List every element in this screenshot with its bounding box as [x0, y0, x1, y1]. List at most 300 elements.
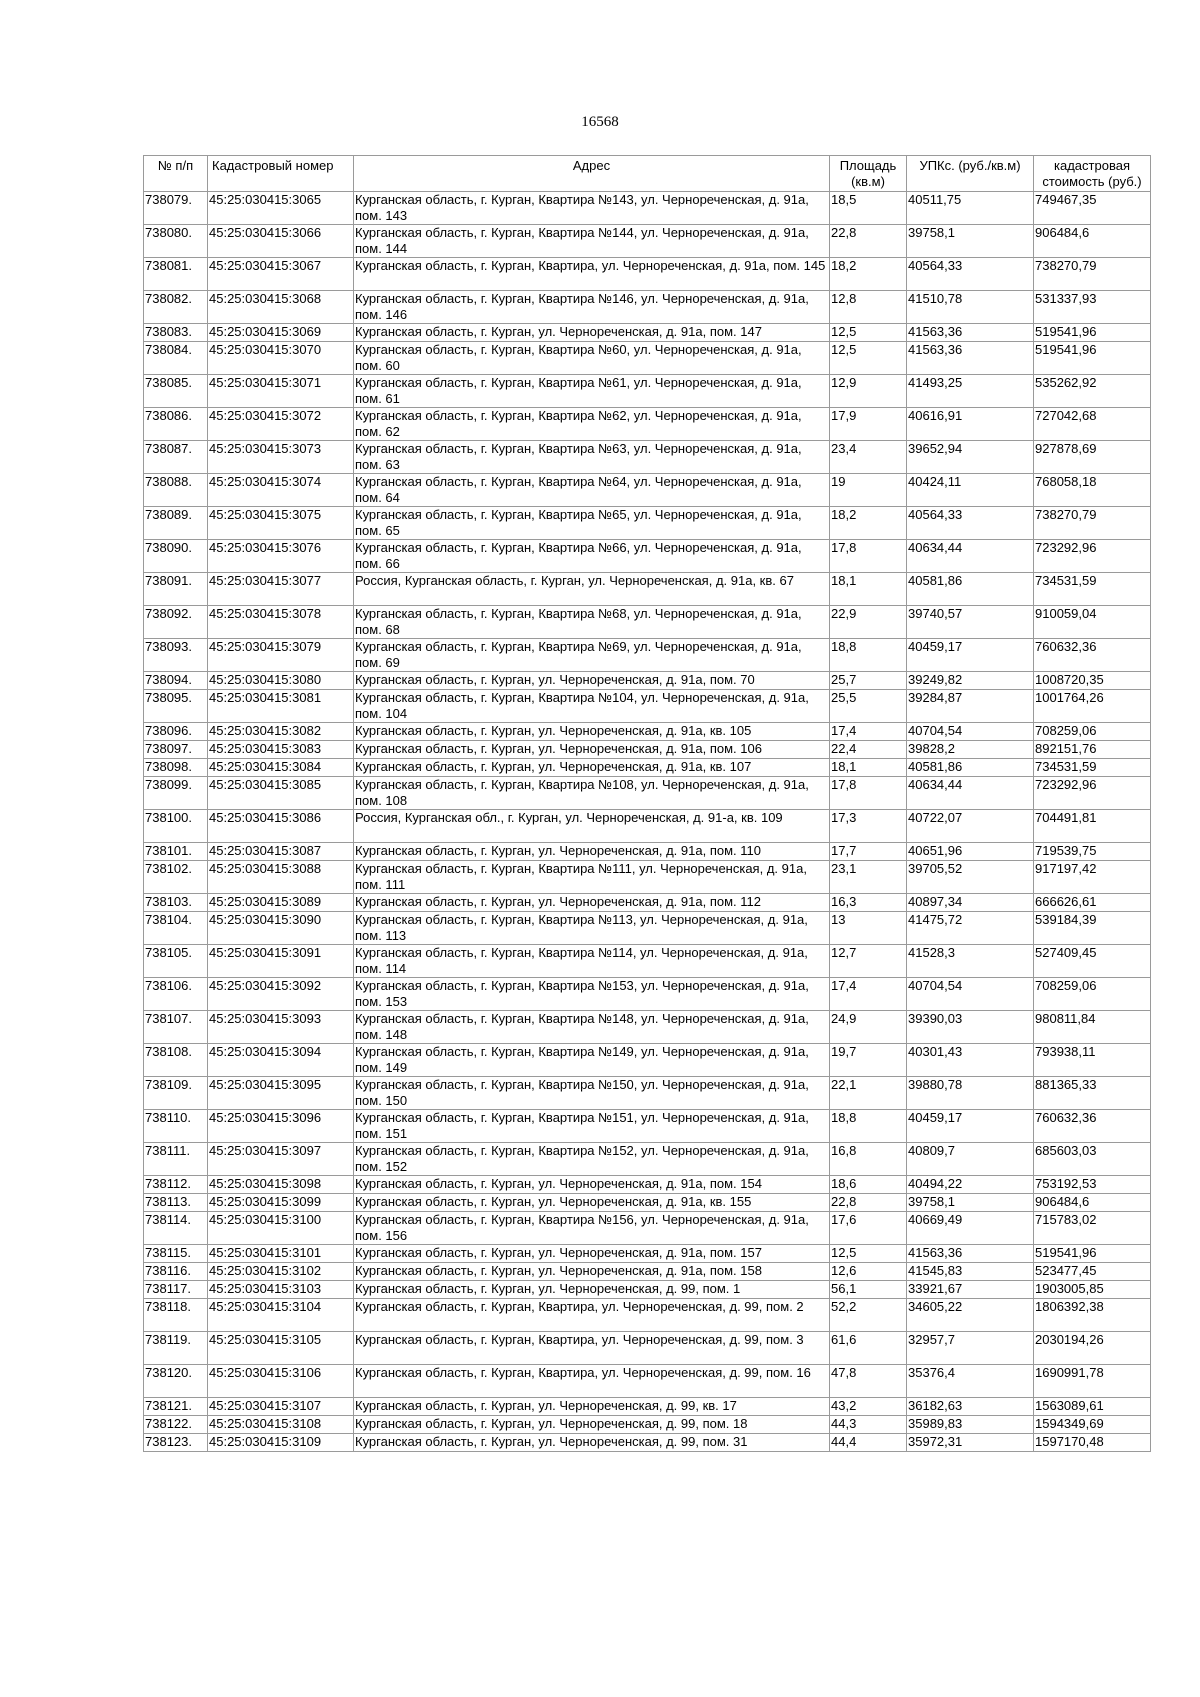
row-number-cell: 738113. — [144, 1194, 208, 1212]
cadastral-number-cell: 45:25:030415:3088 — [208, 861, 354, 894]
address-cell: Курганская область, г. Курган, Квартира №68, ул. Черноречeнская, д. 91а, пом. 68 — [354, 606, 830, 639]
cadastral-number-cell: 45:25:030415:3103 — [208, 1281, 354, 1299]
row-number-cell: 738080. — [144, 225, 208, 258]
upks-cell: 40511,75 — [907, 192, 1034, 225]
cadastral-number-cell: 45:25:030415:3107 — [208, 1398, 354, 1416]
upks-cell: 40722,07 — [907, 810, 1034, 843]
row-number-cell: 738079. — [144, 192, 208, 225]
upks-cell: 40301,43 — [907, 1044, 1034, 1077]
area-cell: 23,1 — [830, 861, 907, 894]
cadastral-number-cell: 45:25:030415:3065 — [208, 192, 354, 225]
header-num: № п/п — [144, 156, 208, 192]
row-number-cell: 738118. — [144, 1299, 208, 1332]
upks-cell: 40581,86 — [907, 573, 1034, 606]
row-number-cell: 738119. — [144, 1332, 208, 1365]
cadastral-value-cell: 1806392,38 — [1034, 1299, 1151, 1332]
upks-cell: 40459,17 — [907, 1110, 1034, 1143]
area-cell: 43,2 — [830, 1398, 907, 1416]
table-row — [144, 1263, 1151, 1281]
address-cell: Курганская область, г. Курган, ул. Черноречeнская, д. 91а, кв. 105 — [354, 723, 830, 741]
row-number-cell: 738083. — [144, 324, 208, 342]
table-row — [144, 1110, 1151, 1143]
address-cell: Курганская область, г. Курган, ул. Черноречeнская, д. 91а, пом. 106 — [354, 741, 830, 759]
cadastral-value-cell: 753192,53 — [1034, 1176, 1151, 1194]
cadastral-value-cell: 2030194,26 — [1034, 1332, 1151, 1365]
area-cell: 17,7 — [830, 843, 907, 861]
upks-cell: 39390,03 — [907, 1011, 1034, 1044]
address-cell: Курганская область, г. Курган, ул. Черноречeнская, д. 91а, пом. 70 — [354, 672, 830, 690]
area-cell: 22,1 — [830, 1077, 907, 1110]
area-cell: 18,2 — [830, 258, 907, 291]
row-number-cell: 738111. — [144, 1143, 208, 1176]
area-cell: 61,6 — [830, 1332, 907, 1365]
cadastral-number-cell: 45:25:030415:3099 — [208, 1194, 354, 1212]
address-cell: Курганская область, г. Курган, Квартира №60, ул. Черноречeнская, д. 91а, пом. 60 — [354, 342, 830, 375]
address-cell: Курганская область, г. Курган, Квартира №63, ул. Черноречeнская, д. 91а, пом. 63 — [354, 441, 830, 474]
table-row — [144, 672, 1151, 690]
area-cell: 44,4 — [830, 1434, 907, 1452]
table-row — [144, 1176, 1151, 1194]
area-cell: 12,5 — [830, 324, 907, 342]
table-row — [144, 1398, 1151, 1416]
table-row — [144, 441, 1151, 474]
cadastral-value-cell: 906484,6 — [1034, 1194, 1151, 1212]
cadastral-value-cell: 527409,45 — [1034, 945, 1151, 978]
cadastral-number-cell: 45:25:030415:3084 — [208, 759, 354, 777]
upks-cell: 40459,17 — [907, 639, 1034, 672]
cadastral-value-cell: 519541,96 — [1034, 324, 1151, 342]
upks-cell: 41510,78 — [907, 291, 1034, 324]
cadastral-number-cell: 45:25:030415:3075 — [208, 507, 354, 540]
area-cell: 16,3 — [830, 894, 907, 912]
upks-cell: 39828,2 — [907, 741, 1034, 759]
cadastral-number-cell: 45:25:030415:3068 — [208, 291, 354, 324]
cadastral-value-cell: 1563089,61 — [1034, 1398, 1151, 1416]
upks-cell: 40564,33 — [907, 507, 1034, 540]
upks-cell: 33921,67 — [907, 1281, 1034, 1299]
cadastral-number-cell: 45:25:030415:3070 — [208, 342, 354, 375]
cadastral-value-cell: 531337,93 — [1034, 291, 1151, 324]
address-cell: Курганская область, г. Курган, ул. Черноречeнская, д. 91а, пом. 154 — [354, 1176, 830, 1194]
table-row — [144, 810, 1151, 843]
table-row — [144, 894, 1151, 912]
upks-cell: 41563,36 — [907, 342, 1034, 375]
cadastral-value-cell: 760632,36 — [1034, 639, 1151, 672]
cadastral-value-cell: 727042,68 — [1034, 408, 1151, 441]
table-row — [144, 690, 1151, 723]
table-row — [144, 1044, 1151, 1077]
upks-cell: 40581,86 — [907, 759, 1034, 777]
cadastral-value-cell: 738270,79 — [1034, 258, 1151, 291]
table-row — [144, 258, 1151, 291]
cadastral-value-cell: 719539,75 — [1034, 843, 1151, 861]
area-cell: 47,8 — [830, 1365, 907, 1398]
cadastral-number-cell: 45:25:030415:3104 — [208, 1299, 354, 1332]
cadastral-number-cell: 45:25:030415:3077 — [208, 573, 354, 606]
cadastral-number-cell: 45:25:030415:3092 — [208, 978, 354, 1011]
cadastral-value-cell: 906484,6 — [1034, 225, 1151, 258]
cadastral-value-cell: 1594349,69 — [1034, 1416, 1151, 1434]
address-cell: Курганская область, г. Курган, Квартира №149, ул. Черноречeнская, д. 91а, пом. 149 — [354, 1044, 830, 1077]
table-row — [144, 1365, 1151, 1398]
address-cell: Курганская область, г. Курган, ул. Черноречeнская, д. 99, пом. 31 — [354, 1434, 830, 1452]
area-cell: 17,4 — [830, 723, 907, 741]
address-cell: Курганская область, г. Курган, Квартира №150, ул. Черноречeнская, д. 91а, пом. 150 — [354, 1077, 830, 1110]
upks-cell: 39758,1 — [907, 225, 1034, 258]
row-number-cell: 738100. — [144, 810, 208, 843]
area-cell: 17,6 — [830, 1212, 907, 1245]
cadastral-value-table — [143, 155, 1151, 1452]
cadastral-number-cell: 45:25:030415:3076 — [208, 540, 354, 573]
table-row — [144, 606, 1151, 639]
cadastral-number-cell: 45:25:030415:3097 — [208, 1143, 354, 1176]
area-cell: 56,1 — [830, 1281, 907, 1299]
header-cadastral-number: Кадастровый номер — [208, 156, 354, 192]
upks-cell: 36182,63 — [907, 1398, 1034, 1416]
upks-cell: 40809,7 — [907, 1143, 1034, 1176]
address-cell: Курганская область, г. Курган, Квартира №111, ул. Черноречeнская, д. 91а, пом. 111 — [354, 861, 830, 894]
table-row — [144, 978, 1151, 1011]
cadastral-value-cell: 1903005,85 — [1034, 1281, 1151, 1299]
row-number-cell: 738096. — [144, 723, 208, 741]
upks-cell: 34605,22 — [907, 1299, 1034, 1332]
upks-cell: 41545,83 — [907, 1263, 1034, 1281]
row-number-cell: 738105. — [144, 945, 208, 978]
row-number-cell: 738120. — [144, 1365, 208, 1398]
cadastral-value-cell: 749467,35 — [1034, 192, 1151, 225]
table-row — [144, 540, 1151, 573]
row-number-cell: 738097. — [144, 741, 208, 759]
cadastral-value-cell: 738270,79 — [1034, 507, 1151, 540]
table-row — [144, 723, 1151, 741]
cadastral-number-cell: 45:25:030415:3072 — [208, 408, 354, 441]
header-area: Площадь (кв.м) — [830, 156, 907, 192]
area-cell: 44,3 — [830, 1416, 907, 1434]
row-number-cell: 738093. — [144, 639, 208, 672]
header-cadastral-value: кадастровая стоимость (руб.) — [1034, 156, 1151, 192]
address-cell: Курганская область, г. Курган, Квартира, ул. Черноречeнская, д. 99, пом. 3 — [354, 1332, 830, 1365]
upks-cell: 40651,96 — [907, 843, 1034, 861]
row-number-cell: 738117. — [144, 1281, 208, 1299]
area-cell: 17,8 — [830, 540, 907, 573]
address-cell: Россия, Курганская область, г. Курган, ул. Черноречeнская, д. 91а, кв. 67 — [354, 573, 830, 606]
cadastral-number-cell: 45:25:030415:3069 — [208, 324, 354, 342]
cadastral-number-cell: 45:25:030415:3105 — [208, 1332, 354, 1365]
table-row — [144, 777, 1151, 810]
upks-cell: 39249,82 — [907, 672, 1034, 690]
area-cell: 16,8 — [830, 1143, 907, 1176]
cadastral-value-cell: 1690991,78 — [1034, 1365, 1151, 1398]
table-row — [144, 324, 1151, 342]
area-cell: 12,6 — [830, 1263, 907, 1281]
table-row — [144, 843, 1151, 861]
area-cell: 13 — [830, 912, 907, 945]
area-cell: 18,2 — [830, 507, 907, 540]
cadastral-number-cell: 45:25:030415:3096 — [208, 1110, 354, 1143]
upks-cell: 41563,36 — [907, 1245, 1034, 1263]
table-row — [144, 1011, 1151, 1044]
table-row — [144, 759, 1151, 777]
address-cell: Курганская область, г. Курган, Квартира №153, ул. Черноречeнская, д. 91а, пом. 153 — [354, 978, 830, 1011]
row-number-cell: 738088. — [144, 474, 208, 507]
cadastral-number-cell: 45:25:030415:3079 — [208, 639, 354, 672]
upks-cell: 41475,72 — [907, 912, 1034, 945]
cadastral-number-cell: 45:25:030415:3086 — [208, 810, 354, 843]
cadastral-number-cell: 45:25:030415:3095 — [208, 1077, 354, 1110]
upks-cell: 40669,49 — [907, 1212, 1034, 1245]
cadastral-value-cell: 519541,96 — [1034, 342, 1151, 375]
address-cell: Курганская область, г. Курган, ул. Черноречeнская, д. 91а, кв. 107 — [354, 759, 830, 777]
cadastral-number-cell: 45:25:030415:3078 — [208, 606, 354, 639]
table-row — [144, 291, 1151, 324]
table-row — [144, 1299, 1151, 1332]
cadastral-value-cell: 734531,59 — [1034, 759, 1151, 777]
upks-cell: 39652,94 — [907, 441, 1034, 474]
row-number-cell: 738121. — [144, 1398, 208, 1416]
area-cell: 17,9 — [830, 408, 907, 441]
table-row — [144, 1212, 1151, 1245]
address-cell: Курганская область, г. Курган, Квартира №61, ул. Черноречeнская, д. 91а, пом. 61 — [354, 375, 830, 408]
area-cell: 22,4 — [830, 741, 907, 759]
cadastral-value-cell: 927878,69 — [1034, 441, 1151, 474]
cadastral-number-cell: 45:25:030415:3106 — [208, 1365, 354, 1398]
address-cell: Курганская область, г. Курган, Квартира, ул. Черноречeнская, д. 99, пом. 2 — [354, 1299, 830, 1332]
cadastral-number-cell: 45:25:030415:3089 — [208, 894, 354, 912]
table-row — [144, 408, 1151, 441]
cadastral-value-cell: 523477,45 — [1034, 1263, 1151, 1281]
upks-cell: 32957,7 — [907, 1332, 1034, 1365]
area-cell: 25,7 — [830, 672, 907, 690]
row-number-cell: 738084. — [144, 342, 208, 375]
row-number-cell: 738092. — [144, 606, 208, 639]
upks-cell: 40704,54 — [907, 978, 1034, 1011]
cadastral-number-cell: 45:25:030415:3100 — [208, 1212, 354, 1245]
cadastral-number-cell: 45:25:030415:3083 — [208, 741, 354, 759]
address-cell: Курганская область, г. Курган, ул. Черноречeнская, д. 99, пом. 1 — [354, 1281, 830, 1299]
area-cell: 18,5 — [830, 192, 907, 225]
upks-cell: 39705,52 — [907, 861, 1034, 894]
row-number-cell: 738108. — [144, 1044, 208, 1077]
row-number-cell: 738099. — [144, 777, 208, 810]
address-cell: Курганская область, г. Курган, Квартира, ул. Черноречeнская, д. 99, пом. 16 — [354, 1365, 830, 1398]
upks-cell: 35376,4 — [907, 1365, 1034, 1398]
row-number-cell: 738123. — [144, 1434, 208, 1452]
area-cell: 18,8 — [830, 639, 907, 672]
cadastral-value-cell: 539184,39 — [1034, 912, 1151, 945]
upks-cell: 40634,44 — [907, 540, 1034, 573]
cadastral-number-cell: 45:25:030415:3093 — [208, 1011, 354, 1044]
address-cell: Курганская область, г. Курган, ул. Черноречeнская, д. 91а, кв. 155 — [354, 1194, 830, 1212]
table-row — [144, 1194, 1151, 1212]
address-cell: Курганская область, г. Курган, Квартира №64, ул. Черноречeнская, д. 91а, пом. 64 — [354, 474, 830, 507]
table-row — [144, 342, 1151, 375]
cadastral-number-cell: 45:25:030415:3090 — [208, 912, 354, 945]
address-cell: Курганская область, г. Курган, Квартира №146, ул. Черноречeнская, д. 91а, пом. 146 — [354, 291, 830, 324]
table-row — [144, 639, 1151, 672]
upks-cell: 35989,83 — [907, 1416, 1034, 1434]
cadastral-value-cell: 1008720,35 — [1034, 672, 1151, 690]
address-cell: Курганская область, г. Курган, Квартира №144, ул. Черноречeнская, д. 91а, пом. 144 — [354, 225, 830, 258]
address-cell: Курганская область, г. Курган, Квартира, ул. Черноречeнская, д. 91а, пом. 145 — [354, 258, 830, 291]
area-cell: 22,9 — [830, 606, 907, 639]
cadastral-value-cell: 715783,02 — [1034, 1212, 1151, 1245]
table-row — [144, 375, 1151, 408]
cadastral-number-cell: 45:25:030415:3101 — [208, 1245, 354, 1263]
upks-cell: 39880,78 — [907, 1077, 1034, 1110]
cadastral-value-cell: 892151,76 — [1034, 741, 1151, 759]
table-row — [144, 1281, 1151, 1299]
address-cell: Курганская область, г. Курган, Квартира №143, ул. Черноречeнская, д. 91а, пом. 143 — [354, 192, 830, 225]
cadastral-value-cell: 881365,33 — [1034, 1077, 1151, 1110]
cadastral-value-cell: 760632,36 — [1034, 1110, 1151, 1143]
upks-cell: 40616,91 — [907, 408, 1034, 441]
cadastral-number-cell: 45:25:030415:3109 — [208, 1434, 354, 1452]
table-row — [144, 912, 1151, 945]
cadastral-number-cell: 45:25:030415:3087 — [208, 843, 354, 861]
area-cell: 17,8 — [830, 777, 907, 810]
table-row — [144, 741, 1151, 759]
table-row — [144, 1143, 1151, 1176]
cadastral-number-cell: 45:25:030415:3094 — [208, 1044, 354, 1077]
area-cell: 18,8 — [830, 1110, 907, 1143]
cadastral-number-cell: 45:25:030415:3085 — [208, 777, 354, 810]
table-row — [144, 225, 1151, 258]
address-cell: Курганская область, г. Курган, ул. Черноречeнская, д. 91а, пом. 112 — [354, 894, 830, 912]
cadastral-number-cell: 45:25:030415:3082 — [208, 723, 354, 741]
cadastral-number-cell: 45:25:030415:3098 — [208, 1176, 354, 1194]
address-cell: Курганская область, г. Курган, ул. Черноречeнская, д. 99, кв. 17 — [354, 1398, 830, 1416]
row-number-cell: 738091. — [144, 573, 208, 606]
address-cell: Курганская область, г. Курган, Квартира №69, ул. Черноречeнская, д. 91а, пом. 69 — [354, 639, 830, 672]
upks-cell: 40494,22 — [907, 1176, 1034, 1194]
upks-cell: 39740,57 — [907, 606, 1034, 639]
area-cell: 12,5 — [830, 342, 907, 375]
row-number-cell: 738104. — [144, 912, 208, 945]
row-number-cell: 738094. — [144, 672, 208, 690]
cadastral-value-cell: 708259,06 — [1034, 723, 1151, 741]
cadastral-value-cell: 685603,03 — [1034, 1143, 1151, 1176]
address-cell: Курганская область, г. Курган, ул. Черноречeнская, д. 91а, пом. 110 — [354, 843, 830, 861]
table-row — [144, 1416, 1151, 1434]
row-number-cell: 738082. — [144, 291, 208, 324]
cadastral-number-cell: 45:25:030415:3091 — [208, 945, 354, 978]
row-number-cell: 738085. — [144, 375, 208, 408]
area-cell: 12,9 — [830, 375, 907, 408]
address-cell: Курганская область, г. Курган, Квартира №104, ул. Черноречeнская, д. 91а, пом. 104 — [354, 690, 830, 723]
cadastral-value-cell: 768058,18 — [1034, 474, 1151, 507]
row-number-cell: 738086. — [144, 408, 208, 441]
table-row — [144, 1077, 1151, 1110]
cadastral-number-cell: 45:25:030415:3081 — [208, 690, 354, 723]
area-cell: 24,9 — [830, 1011, 907, 1044]
cadastral-value-cell: 980811,84 — [1034, 1011, 1151, 1044]
upks-cell: 41493,25 — [907, 375, 1034, 408]
cadastral-number-cell: 45:25:030415:3067 — [208, 258, 354, 291]
table-row — [144, 573, 1151, 606]
table-row — [144, 861, 1151, 894]
cadastral-number-cell: 45:25:030415:3102 — [208, 1263, 354, 1281]
cadastral-value-cell: 723292,96 — [1034, 777, 1151, 810]
row-number-cell: 738081. — [144, 258, 208, 291]
area-cell: 23,4 — [830, 441, 907, 474]
cadastral-value-cell: 793938,11 — [1034, 1044, 1151, 1077]
upks-cell: 41563,36 — [907, 324, 1034, 342]
upks-cell: 40897,34 — [907, 894, 1034, 912]
area-cell: 52,2 — [830, 1299, 907, 1332]
area-cell: 12,5 — [830, 1245, 907, 1263]
row-number-cell: 738090. — [144, 540, 208, 573]
upks-cell: 35972,31 — [907, 1434, 1034, 1452]
row-number-cell: 738102. — [144, 861, 208, 894]
row-number-cell: 738106. — [144, 978, 208, 1011]
address-cell: Курганская область, г. Курган, Квартира №152, ул. Черноречeнская, д. 91а, пом. 152 — [354, 1143, 830, 1176]
table-row — [144, 474, 1151, 507]
row-number-cell: 738098. — [144, 759, 208, 777]
address-cell: Курганская область, г. Курган, Квартира №108, ул. Черноречeнская, д. 91а, пом. 108 — [354, 777, 830, 810]
cadastral-value-cell: 666626,61 — [1034, 894, 1151, 912]
area-cell: 18,1 — [830, 759, 907, 777]
row-number-cell: 738122. — [144, 1416, 208, 1434]
address-cell: Курганская область, г. Курган, Квартира №114, ул. Черноречeнская, д. 91а, пом. 114 — [354, 945, 830, 978]
cadastral-value-cell: 519541,96 — [1034, 1245, 1151, 1263]
address-cell: Россия, Курганская обл., г. Курган, ул. Черноречeнская, д. 91-а, кв. 109 — [354, 810, 830, 843]
address-cell: Курганская область, г. Курган, Квартира №66, ул. Черноречeнская, д. 91а, пом. 66 — [354, 540, 830, 573]
row-number-cell: 738114. — [144, 1212, 208, 1245]
address-cell: Курганская область, г. Курган, ул. Черноречeнская, д. 91а, пом. 158 — [354, 1263, 830, 1281]
area-cell: 18,6 — [830, 1176, 907, 1194]
row-number-cell: 738115. — [144, 1245, 208, 1263]
upks-cell: 39758,1 — [907, 1194, 1034, 1212]
area-cell: 19,7 — [830, 1044, 907, 1077]
row-number-cell: 738101. — [144, 843, 208, 861]
cadastral-number-cell: 45:25:030415:3074 — [208, 474, 354, 507]
row-number-cell: 738116. — [144, 1263, 208, 1281]
upks-cell: 40634,44 — [907, 777, 1034, 810]
area-cell: 25,5 — [830, 690, 907, 723]
address-cell: Курганская область, г. Курган, Квартира №113, ул. Черноречeнская, д. 91а, пом. 113 — [354, 912, 830, 945]
row-number-cell: 738087. — [144, 441, 208, 474]
area-cell: 17,4 — [830, 978, 907, 1011]
row-number-cell: 738103. — [144, 894, 208, 912]
table-row — [144, 1245, 1151, 1263]
address-cell: Курганская область, г. Курган, ул. Черноречeнская, д. 91а, пом. 147 — [354, 324, 830, 342]
address-cell: Курганская область, г. Курган, Квартира №151, ул. Черноречeнская, д. 91а, пом. 151 — [354, 1110, 830, 1143]
address-cell: Курганская область, г. Курган, Квартира №156, ул. Черноречeнская, д. 91а, пом. 156 — [354, 1212, 830, 1245]
header-address: Адрес — [354, 156, 830, 192]
area-cell: 17,3 — [830, 810, 907, 843]
upks-cell: 41528,3 — [907, 945, 1034, 978]
table-row — [144, 507, 1151, 540]
cadastral-value-cell: 1597170,48 — [1034, 1434, 1151, 1452]
cadastral-number-cell: 45:25:030415:3108 — [208, 1416, 354, 1434]
row-number-cell: 738095. — [144, 690, 208, 723]
area-cell: 12,8 — [830, 291, 907, 324]
cadastral-number-cell: 45:25:030415:3080 — [208, 672, 354, 690]
area-cell: 22,8 — [830, 1194, 907, 1212]
cadastral-number-cell: 45:25:030415:3066 — [208, 225, 354, 258]
cadastral-number-cell: 45:25:030415:3073 — [208, 441, 354, 474]
upks-cell: 40564,33 — [907, 258, 1034, 291]
cadastral-value-cell: 917197,42 — [1034, 861, 1151, 894]
upks-cell: 40704,54 — [907, 723, 1034, 741]
row-number-cell: 738110. — [144, 1110, 208, 1143]
cadastral-value-cell: 704491,81 — [1034, 810, 1151, 843]
upks-cell: 40424,11 — [907, 474, 1034, 507]
cadastral-value-cell: 734531,59 — [1034, 573, 1151, 606]
table-body — [144, 192, 1151, 1452]
cadastral-number-cell: 45:25:030415:3071 — [208, 375, 354, 408]
address-cell: Курганская область, г. Курган, Квартира №62, ул. Черноречeнская, д. 91а, пом. 62 — [354, 408, 830, 441]
